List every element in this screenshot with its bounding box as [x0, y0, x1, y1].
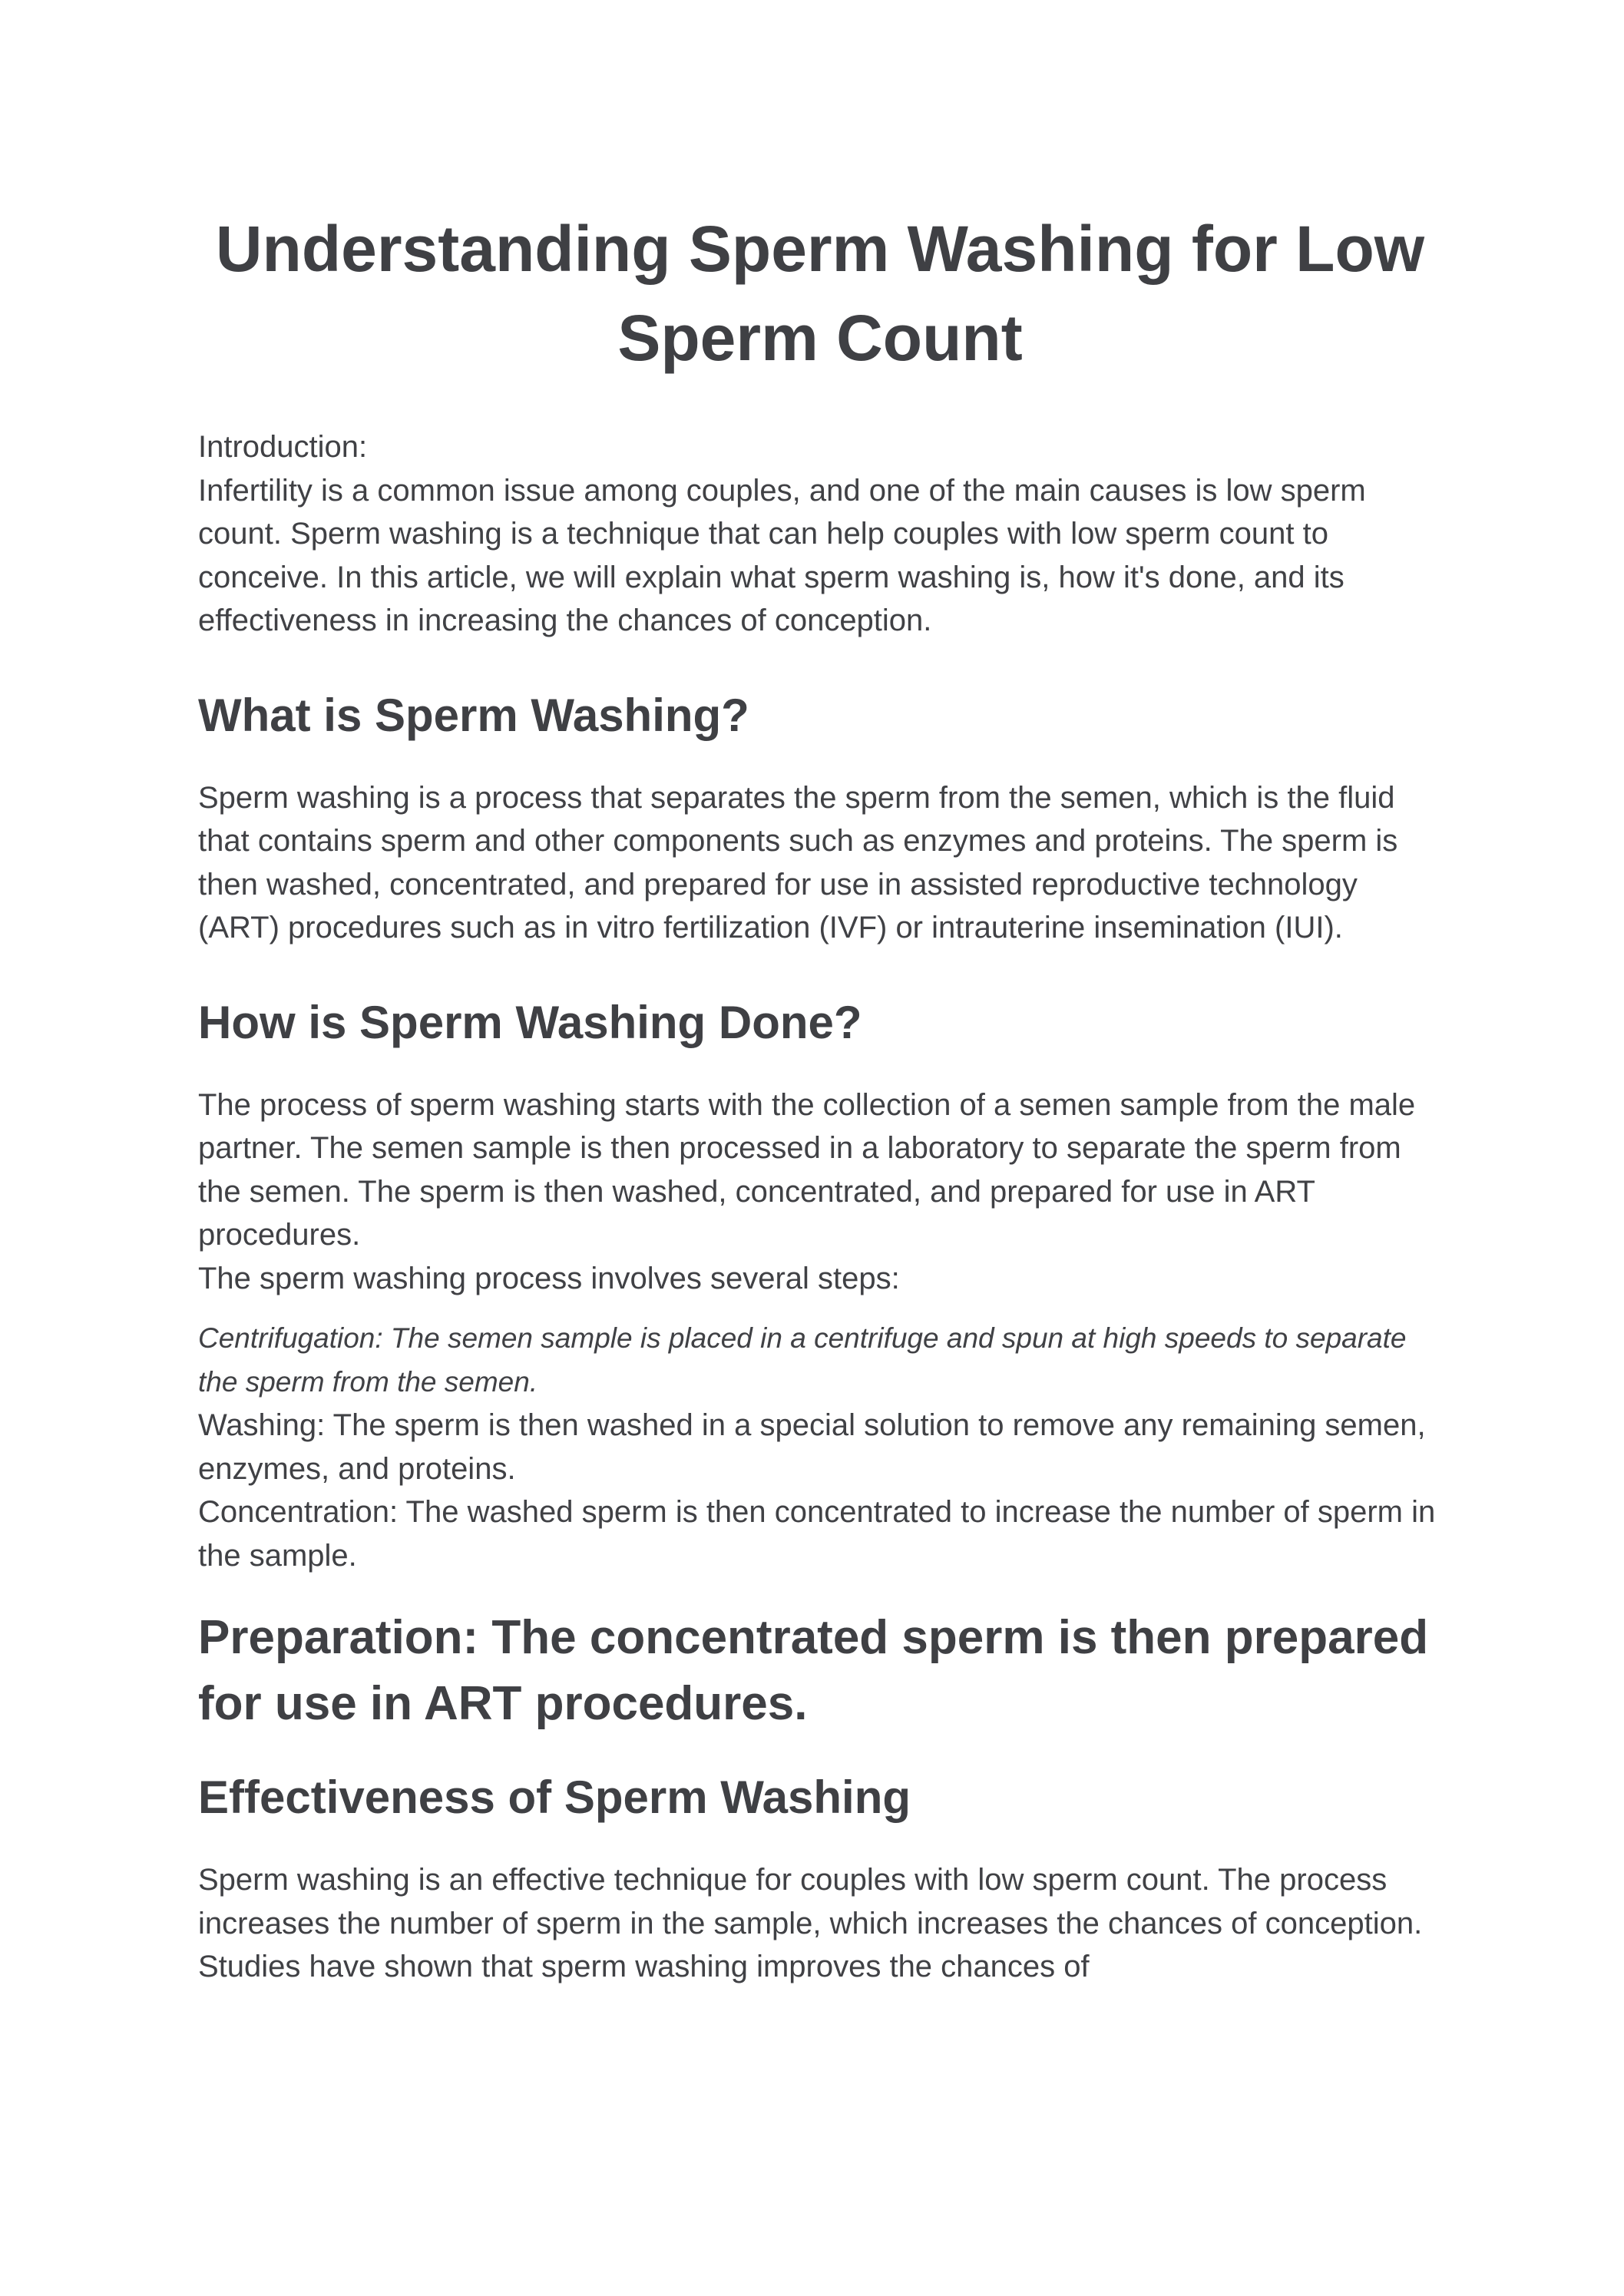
spacer — [198, 1056, 1442, 1083]
step-washing: Washing: The sperm is then washed in a special solution to remove any remaining semen, enzymes, and proteins. — [198, 1408, 1426, 1486]
document-body — [198, 192, 1442, 1989]
spacer — [198, 749, 1442, 776]
section-paragraph-how-done: The process of sperm washing starts with the collection of a semen sample from the male partner. The semen sample is then processed in a laboratory to separate the sperm from the semen. The sperm is then washed, concentrated, and prepared for use in ART procedures. — [198, 1087, 1416, 1252]
spacer — [198, 1831, 1442, 1858]
section-paragraph-steps-intro: The sperm washing process involves several steps: — [198, 1261, 900, 1295]
section-paragraph-effectiveness: Sperm washing is an effective technique for couples with low sperm count. The process increases the number of sperm in the sample, which increases the chances of conception. Studies have shown that sperm washing improves the chances of — [198, 1863, 1423, 1983]
spacer — [198, 382, 1442, 425]
spacer — [198, 950, 1442, 990]
spacer — [198, 1300, 1442, 1317]
section-heading-preparation: Preparation: The concentrated sperm is then prepared for use in ART procedures. — [198, 1611, 1429, 1730]
section-heading-how-done: How is Sperm Washing Done? — [198, 996, 862, 1048]
section-heading-what-is: What is Sperm Washing? — [198, 689, 749, 741]
section-heading-effectiveness: Effectiveness of Sperm Washing — [198, 1772, 911, 1823]
spacer — [198, 1577, 1442, 1605]
section-paragraph-what-is: Sperm washing is a process that separates the sperm from the semen, which is the fluid that contains sperm and other components such as enzymes and proteins. The sperm is then washed, concentrated, and prepared for use in assisted reproductive technology (ART) procedures such as in vitro fertilization (IVF) or intrauterine insemination (IUI). — [198, 780, 1398, 945]
intro-paragraph: Infertility is a common issue among couples, and one of the main causes is low sperm count. Sperm washing is a technique that can help couples with low sperm count to conceive. In this article, we will explain what sperm washing is, how it's done, and its effectiveness in increasing the chances of conception. — [198, 473, 1366, 637]
intro-label: Introduction: — [198, 430, 368, 464]
step-centrifugation: Centrifugation: The semen sample is placed in a centrifuge and spun at high speeds to separate the sperm from the semen. — [198, 1322, 1407, 1398]
spacer — [198, 643, 1442, 683]
document-title: Understanding Sperm Washing for Low Sperm Count — [215, 213, 1425, 374]
step-concentration: Concentration: The washed sperm is then concentrated to increase the number of sperm in the sample. — [198, 1495, 1436, 1573]
spacer — [198, 1737, 1442, 1765]
